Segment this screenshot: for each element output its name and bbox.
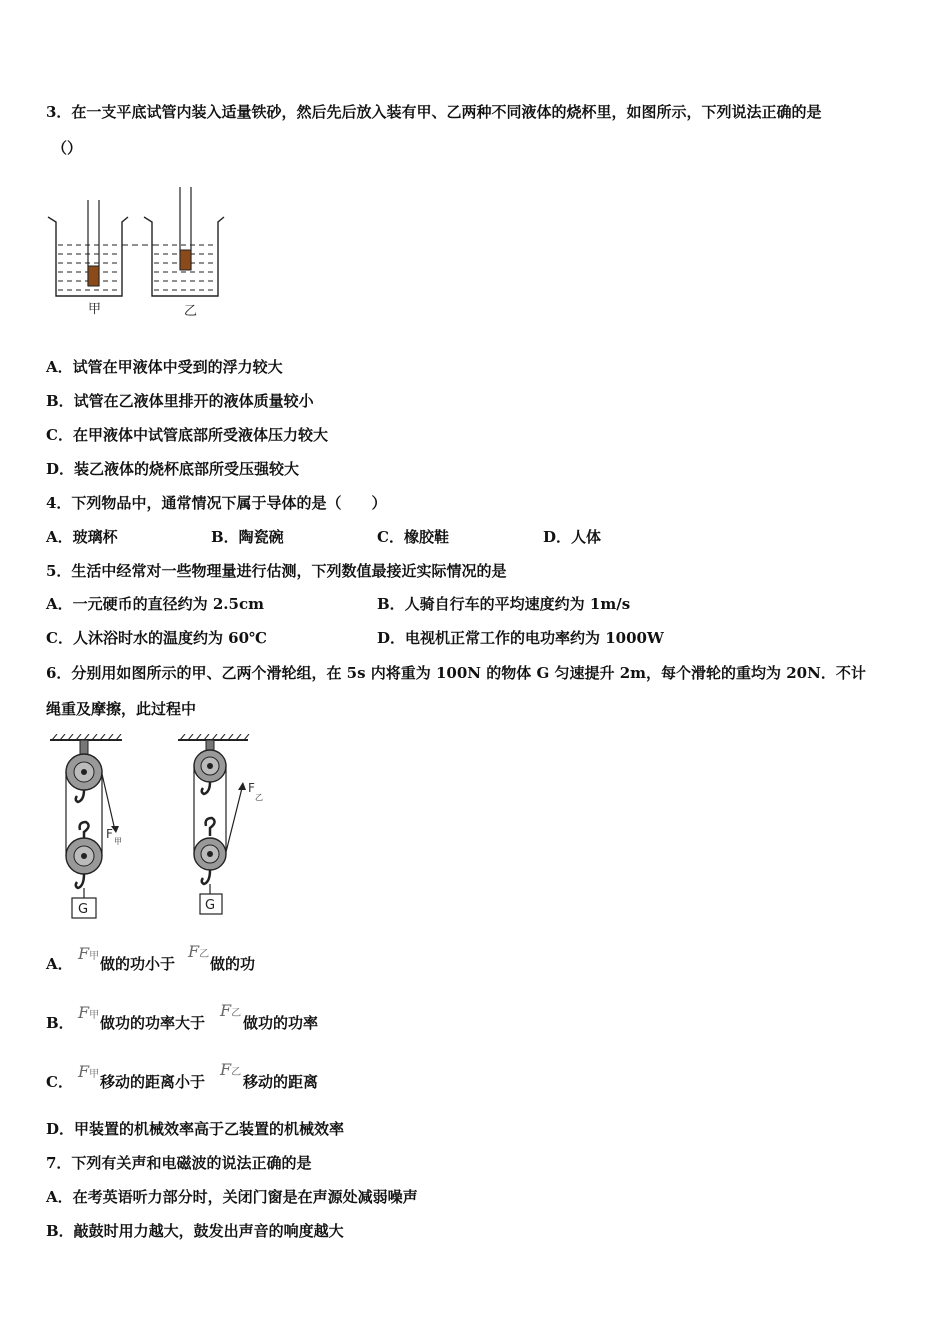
f-yi-symbol-b: F乙 xyxy=(220,1001,242,1020)
q7-stem: 7．下列有关声和电磁波的说法正确的是 xyxy=(46,1154,312,1172)
label-jia: 甲 xyxy=(88,302,102,317)
q4-stem: 4．下列物品中，通常情况下属于导体的是（ ） xyxy=(46,494,387,512)
q4-option-d: D．人体 xyxy=(543,528,602,546)
f-yi-symbol-c: F乙 xyxy=(220,1060,242,1079)
label-yi: 乙 xyxy=(184,304,198,319)
pulley-system-jia xyxy=(50,734,122,918)
f-jia-symbol-b: F甲 xyxy=(78,1003,100,1022)
q4-option-a: A．玻璃杯 xyxy=(46,528,118,546)
q3-option-a: A．试管在甲液体中受到的浮力较大 xyxy=(46,358,283,376)
q6-option-a-suffix: 做的功 xyxy=(210,955,256,973)
f-jia-symbol-c: F甲 xyxy=(78,1062,100,1081)
q5-option-a: A．一元硬币的直径约为 2.5cm xyxy=(46,595,264,613)
force-label-yi: F xyxy=(248,781,255,795)
force-label-jia: F xyxy=(106,827,113,841)
q7-option-a: A．在考英语听力部分时，关闭门窗是在声源处减弱噪声 xyxy=(46,1188,418,1206)
force-sub-jia: 甲 xyxy=(114,837,122,846)
q5-option-c: C．人沐浴时水的温度约为 60℃ xyxy=(46,629,268,647)
q5-stem: 5．生活中经常对一些物理量进行估测，下列数值最接近实际情况的是 xyxy=(46,562,507,580)
q6-option-a-mid: 做的功小于 xyxy=(100,955,176,973)
weight-label-yi: G xyxy=(205,898,216,913)
q6-stem-line1: 6．分别用如图所示的甲、乙两个滑轮组，在 5s 内将重为 100N 的物体 G 匀速提升 2m，每个滑轮的重均为 20N．不计 xyxy=(46,664,866,682)
iron-sand-right xyxy=(180,250,191,270)
q6-option-b-suffix: 做功的功率 xyxy=(243,1014,319,1032)
q5-option-d: D．电视机正常工作的电功率约为 1000W xyxy=(377,629,664,647)
weight-label-jia: G xyxy=(78,902,89,917)
q6-option-c-prefix: C． xyxy=(46,1073,73,1091)
q6-option-a-prefix: A． xyxy=(46,955,73,973)
q6-stem-line2: 绳重及摩擦，此过程中 xyxy=(46,700,197,718)
pulley-system-yi xyxy=(178,734,263,914)
q3-option-d: D．装乙液体的烧杯底部所受压强较大 xyxy=(46,460,300,478)
q3-option-b: B．试管在乙液体里排开的液体质量较小 xyxy=(46,392,314,410)
q6-option-c-suffix: 移动的距离 xyxy=(243,1073,319,1091)
iron-sand-left xyxy=(88,266,99,286)
q4-option-b: B．陶瓷碗 xyxy=(211,528,284,546)
q4-option-c: C．橡胶鞋 xyxy=(377,528,449,546)
q5-option-b: B．人骑自行车的平均速度约为 1m/s xyxy=(377,595,631,613)
beaker-figure xyxy=(44,182,234,322)
pulley-figure xyxy=(44,734,284,924)
q6-option-b-mid: 做功的功率大于 xyxy=(100,1014,206,1032)
f-jia-symbol-a: F甲 xyxy=(78,944,100,963)
q3-stem-line1: 3．在一支平底试管内装入适量铁砂，然后先后放入装有甲、乙两种不同液体的烧杯里，如图所示，下列说法正确的是 xyxy=(46,103,822,121)
f-yi-symbol-a: F乙 xyxy=(188,942,210,961)
q6-option-c-mid: 移动的距离小于 xyxy=(100,1073,206,1091)
q7-option-b: B．敲鼓时用力越大，鼓发出声音的响度越大 xyxy=(46,1222,344,1240)
q6-option-d: D．甲装置的机械效率高于乙装置的机械效率 xyxy=(46,1120,345,1138)
force-sub-yi: 乙 xyxy=(255,793,263,802)
q3-stem-line2: （） xyxy=(52,139,83,157)
q6-option-b-prefix: B． xyxy=(46,1014,74,1032)
q3-option-c: C．在甲液体中试管底部所受液体压力较大 xyxy=(46,426,328,444)
